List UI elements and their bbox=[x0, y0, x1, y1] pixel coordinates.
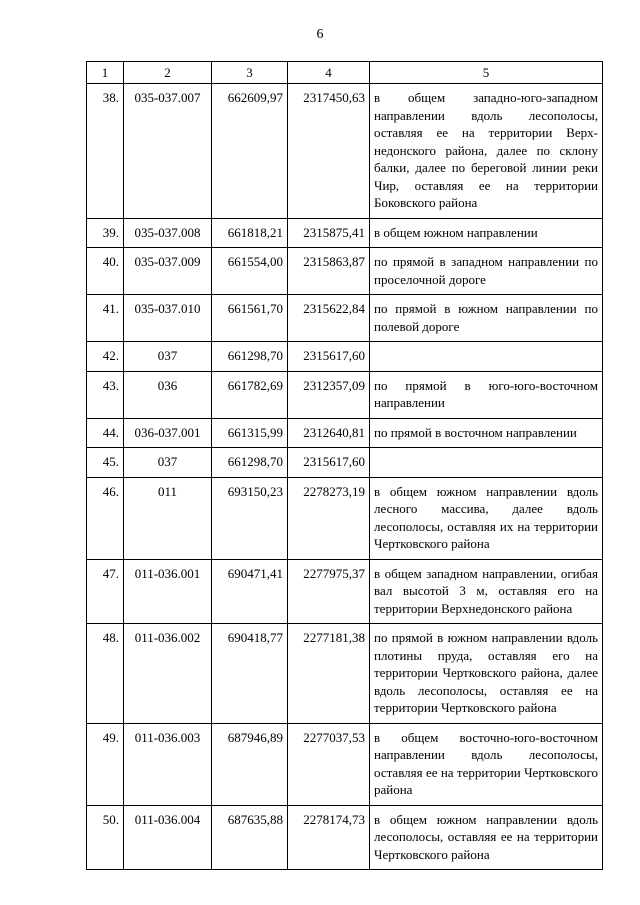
point-code-cell: 011-036.001 bbox=[124, 559, 212, 624]
row-number-cell: 39. bbox=[87, 218, 124, 248]
row-number-cell: 45. bbox=[87, 448, 124, 478]
point-code-cell: 011-036.003 bbox=[124, 723, 212, 805]
coordinate-x-cell: 687635,88 bbox=[212, 805, 288, 870]
row-number-cell: 38. bbox=[87, 84, 124, 219]
row-number-cell: 50. bbox=[87, 805, 124, 870]
coordinate-y-cell: 2315617,60 bbox=[288, 342, 370, 372]
coordinate-x-cell: 661298,70 bbox=[212, 448, 288, 478]
table-row bbox=[87, 295, 603, 342]
table-row bbox=[87, 371, 603, 418]
point-code-cell: 036 bbox=[124, 371, 212, 418]
coordinate-x-cell: 690471,41 bbox=[212, 559, 288, 624]
coordinate-x-cell: 661315,99 bbox=[212, 418, 288, 448]
coordinate-y-cell: 2278174,73 bbox=[288, 805, 370, 870]
table-header-row bbox=[87, 62, 603, 84]
description-cell bbox=[370, 342, 603, 372]
coordinate-y-cell: 2312640,81 bbox=[288, 418, 370, 448]
description-cell bbox=[370, 448, 603, 478]
description-cell: по прямой в восточном направлении bbox=[370, 418, 603, 448]
coordinate-x-cell: 661554,00 bbox=[212, 248, 288, 295]
coordinate-y-cell: 2315622,84 bbox=[288, 295, 370, 342]
header-col-3: 3 bbox=[212, 62, 288, 84]
description-cell: в общем южном направлении bbox=[370, 218, 603, 248]
coordinate-y-cell: 2312357,09 bbox=[288, 371, 370, 418]
point-code-cell: 037 bbox=[124, 448, 212, 478]
description-cell: по прямой в западном направлении по проселочной дороге bbox=[370, 248, 603, 295]
coordinate-x-cell: 661782,69 bbox=[212, 371, 288, 418]
point-code-cell: 035-037.009 bbox=[124, 248, 212, 295]
point-code-cell: 035-037.008 bbox=[124, 218, 212, 248]
table-row bbox=[87, 84, 603, 219]
row-number-cell: 46. bbox=[87, 477, 124, 559]
table-row bbox=[87, 418, 603, 448]
header-col-4: 4 bbox=[288, 62, 370, 84]
table-row bbox=[87, 248, 603, 295]
row-number-cell: 49. bbox=[87, 723, 124, 805]
coordinate-x-cell: 690418,77 bbox=[212, 624, 288, 724]
point-code-cell: 035-037.007 bbox=[124, 84, 212, 219]
table-row bbox=[87, 342, 603, 372]
description-cell: в общем южном направлении вдоль лесного массива, далее вдоль лесополосы, оставляя их на территории Чертковского района bbox=[370, 477, 603, 559]
description-cell: в общем южном направлении вдоль лесополосы, оставляя ее на территории Чертковского района bbox=[370, 805, 603, 870]
description-cell: по прямой в южном направлении вдоль плотины пруда, оставляя его на территории Чертковского района, далее вдоль лесополосы, оставляя ее на территории Чертковского района bbox=[370, 624, 603, 724]
row-number-cell: 47. bbox=[87, 559, 124, 624]
coordinate-x-cell: 661561,70 bbox=[212, 295, 288, 342]
coordinate-x-cell: 661298,70 bbox=[212, 342, 288, 372]
description-cell: в общем западном направлении, огибая вал высотой 3 м, оставляя его на территории Верхнедонского района bbox=[370, 559, 603, 624]
point-code-cell: 035-037.010 bbox=[124, 295, 212, 342]
coordinate-y-cell: 2278273,19 bbox=[288, 477, 370, 559]
table-body bbox=[87, 84, 603, 870]
coordinate-y-cell: 2277975,37 bbox=[288, 559, 370, 624]
point-code-cell: 037 bbox=[124, 342, 212, 372]
table-row bbox=[87, 477, 603, 559]
coordinate-y-cell: 2277181,38 bbox=[288, 624, 370, 724]
row-number-cell: 44. bbox=[87, 418, 124, 448]
table-row bbox=[87, 805, 603, 870]
table-row bbox=[87, 218, 603, 248]
boundary-description-table bbox=[86, 61, 603, 870]
coordinate-x-cell: 687946,89 bbox=[212, 723, 288, 805]
coordinate-y-cell: 2315875,41 bbox=[288, 218, 370, 248]
point-code-cell: 011-036.004 bbox=[124, 805, 212, 870]
coordinate-y-cell: 2315617,60 bbox=[288, 448, 370, 478]
coordinate-x-cell: 662609,97 bbox=[212, 84, 288, 219]
table-row bbox=[87, 723, 603, 805]
table-row bbox=[87, 559, 603, 624]
description-cell: в общем восточно-юго-восточном направлении вдоль лесополосы, оставляя ее на территории Чертковского района bbox=[370, 723, 603, 805]
point-code-cell: 036-037.001 bbox=[124, 418, 212, 448]
description-cell: по прямой в юго-юго-восточном направлении bbox=[370, 371, 603, 418]
table-row bbox=[87, 624, 603, 724]
page-number: 6 bbox=[316, 27, 324, 42]
row-number-cell: 43. bbox=[87, 371, 124, 418]
table-row bbox=[87, 448, 603, 478]
coordinate-y-cell: 2315863,87 bbox=[288, 248, 370, 295]
description-cell: по прямой в южном направлении по полевой дороге bbox=[370, 295, 603, 342]
description-cell: в общем западно-юго-западном направлении вдоль лесополосы, оставляя ее на территории Верхнедонского района, далее по склону балки, далее по береговой линии реки Чир, оставляя ее на территории Боковского района bbox=[370, 84, 603, 219]
row-number-cell: 48. bbox=[87, 624, 124, 724]
header-col-1: 1 bbox=[87, 62, 124, 84]
point-code-cell: 011-036.002 bbox=[124, 624, 212, 724]
row-number-cell: 40. bbox=[87, 248, 124, 295]
coordinate-x-cell: 661818,21 bbox=[212, 218, 288, 248]
coordinate-y-cell: 2277037,53 bbox=[288, 723, 370, 805]
header-col-2: 2 bbox=[124, 62, 212, 84]
coordinate-y-cell: 2317450,63 bbox=[288, 84, 370, 219]
point-code-cell: 011 bbox=[124, 477, 212, 559]
row-number-cell: 41. bbox=[87, 295, 124, 342]
row-number-cell: 42. bbox=[87, 342, 124, 372]
header-col-5: 5 bbox=[370, 62, 603, 84]
coordinate-x-cell: 693150,23 bbox=[212, 477, 288, 559]
